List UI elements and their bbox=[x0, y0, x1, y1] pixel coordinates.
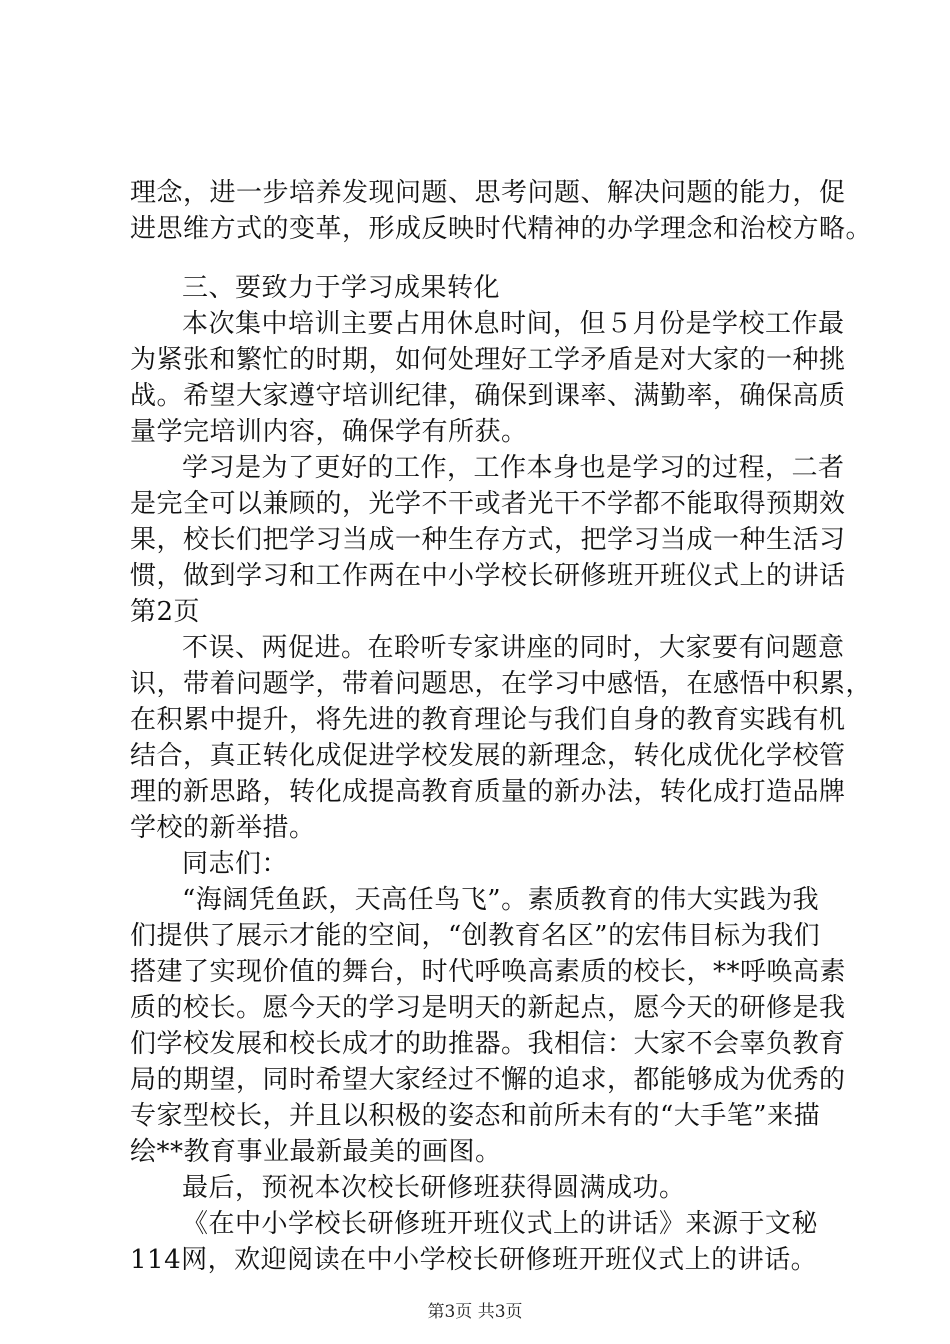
paragraph-line: 114网，欢迎阅读在中小学校长研修班开班仪式上的讲话。 bbox=[130, 1245, 818, 1275]
paragraph-line: 进思维方式的变革，形成反映时代精神的办学理念和治校方略。 bbox=[130, 214, 873, 244]
paragraph-line: 战。希望大家遵守培训纪律，确保到课率、满勤率，确保高质 bbox=[130, 381, 846, 411]
paragraph-line: 量学完培训内容，确保学有所获。 bbox=[130, 417, 528, 447]
paragraph-line: 专家型校长，并且以积极的姿态和前所未有的“大手笔”来描 bbox=[130, 1101, 821, 1131]
paragraph-line: 局的期望，同时希望大家经过不懈的追求，都能够成为优秀的 bbox=[130, 1065, 846, 1095]
paragraph-line: 学校的新举措。 bbox=[130, 813, 316, 843]
paragraph-line: 果，校长们把学习当成一种生存方式，把学习当成一种生活习 bbox=[130, 525, 846, 555]
paragraph-line: 们提供了展示才能的空间，“创教育名区”的宏伟目标为我们 bbox=[130, 921, 821, 951]
paragraph-line: 识，带着问题学，带着问题思，在学习中感悟，在感悟中积累， bbox=[130, 669, 873, 699]
paragraph-line: 绘**教育事业最新最美的画图。 bbox=[130, 1137, 502, 1167]
paragraph-line: 为紧张和繁忙的时期，如何处理好工学矛盾是对大家的一种挑 bbox=[130, 345, 846, 375]
paragraph-line: 《在中小学校长研修班开班仪式上的讲话》来源于文秘 bbox=[182, 1209, 819, 1239]
section-heading: 三、要致力于学习成果转化 bbox=[182, 273, 501, 303]
paragraph-line: 是完全可以兼顾的，光学不干或者光干不学都不能取得预期效 bbox=[130, 489, 846, 519]
paragraph-line: 们学校发展和校长成才的助推器。我相信：大家不会辜负教育 bbox=[130, 1029, 846, 1059]
paragraph-line: 本次集中培训主要占用休息时间，但５月份是学校工作最 bbox=[182, 309, 845, 339]
paragraph-line: 在积累中提升，将先进的教育理论与我们自身的教育实践有机 bbox=[130, 705, 846, 735]
paragraph-line: 不误、两促进。在聆听专家讲座的同时，大家要有问题意 bbox=[182, 633, 845, 663]
paragraph-line: “海阔凭鱼跃，天高任鸟飞”。素质教育的伟大实践为我 bbox=[182, 885, 820, 915]
paragraph-line: 理念，进一步培养发现问题、思考问题、解决问题的能力，促 bbox=[130, 178, 846, 208]
paragraph-line: 搭建了实现价值的舞台，时代呼唤高素质的校长，**呼唤高素 bbox=[130, 957, 847, 987]
paragraph-line: 惯，做到学习和工作两在中小学校长研修班开班仪式上的讲话 bbox=[130, 561, 846, 591]
paragraph-line: 理的新思路，转化成提高教育质量的新办法，转化成打造品牌 bbox=[130, 777, 846, 807]
paragraph-line: 学习是为了更好的工作，工作本身也是学习的过程，二者 bbox=[182, 453, 845, 483]
page-marker: 第2页 bbox=[130, 597, 201, 627]
page-footer: 第3页 共3页 bbox=[427, 1302, 523, 1322]
paragraph-line: 质的校长。愿今天的学习是明天的新起点，愿今天的研修是我 bbox=[130, 993, 846, 1023]
paragraph-line: 最后，预祝本次校长研修班获得圆满成功。 bbox=[182, 1173, 686, 1203]
salutation: 同志们： bbox=[182, 849, 289, 879]
paragraph-line: 结合，真正转化成促进学校发展的新理念，转化成优化学校管 bbox=[130, 741, 846, 771]
